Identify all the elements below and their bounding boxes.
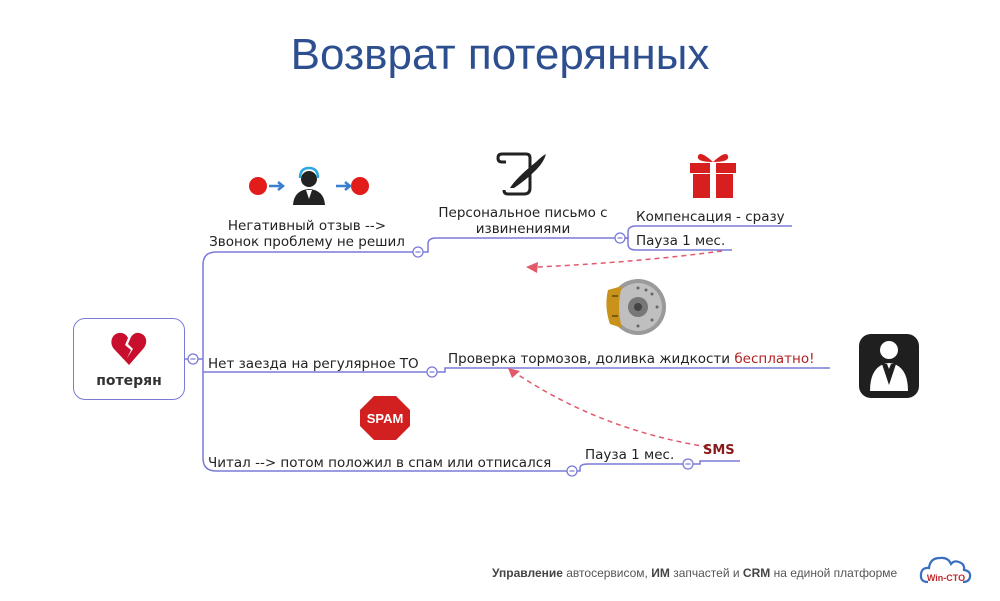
brakes-text: Проверка тормозов, доливка жидкости bbox=[448, 351, 735, 367]
operator-call-icon bbox=[246, 165, 372, 207]
branch1-child-line bbox=[418, 238, 620, 252]
branch2-label[interactable]: Нет заезда на регулярное ТО bbox=[208, 356, 419, 372]
arrowhead-2 bbox=[508, 368, 520, 378]
branch1-label[interactable] bbox=[207, 218, 407, 250]
brakes-label[interactable] bbox=[448, 351, 815, 367]
compensation-label[interactable]: Компенсация - сразу bbox=[636, 209, 785, 225]
letter-line1: Персональное письмо с bbox=[438, 205, 608, 221]
arrowhead-1 bbox=[526, 262, 538, 273]
businessman-icon bbox=[858, 333, 920, 399]
brakes-line bbox=[432, 368, 830, 372]
letter-line2: извинениями bbox=[475, 221, 571, 237]
footer-tagline: Управление автосервисом, ИМ запчастей и CRM на единой платформе bbox=[492, 566, 898, 580]
logo-text: Win-CTO bbox=[926, 573, 966, 583]
spam-sign-text: SPAM bbox=[366, 411, 404, 426]
pause2-label[interactable]: Пауза 1 мес. bbox=[585, 447, 675, 463]
branch1-line2: Звонок проблему не решил bbox=[209, 234, 405, 250]
sms-line bbox=[688, 461, 740, 464]
branch1-line bbox=[203, 252, 418, 265]
dashed-arrow-pause bbox=[538, 251, 722, 267]
branch1-line1: Негативный отзыв --> bbox=[227, 218, 387, 234]
spam-sign-icon bbox=[358, 394, 412, 442]
broken-heart-icon bbox=[110, 331, 148, 367]
brake-disc-icon bbox=[602, 276, 668, 338]
sms-label[interactable]: SMS bbox=[703, 443, 735, 458]
letter-label[interactable] bbox=[433, 205, 613, 237]
page-title: Возврат потерянных bbox=[290, 30, 710, 79]
branch3-label[interactable]: Читал --> потом положил в спам или отписался bbox=[208, 455, 552, 471]
dashed-arrow-sms bbox=[514, 372, 708, 447]
win-cto-logo[interactable] bbox=[918, 550, 974, 590]
root-label: потерян bbox=[96, 373, 162, 389]
root-node[interactable] bbox=[73, 318, 185, 400]
free-highlight: бесплатно! bbox=[734, 351, 815, 367]
pause1-label[interactable]: Пауза 1 мес. bbox=[636, 233, 726, 249]
gift-icon bbox=[686, 148, 740, 200]
pause2-line bbox=[572, 464, 688, 471]
letter-scroll-icon bbox=[496, 150, 550, 198]
